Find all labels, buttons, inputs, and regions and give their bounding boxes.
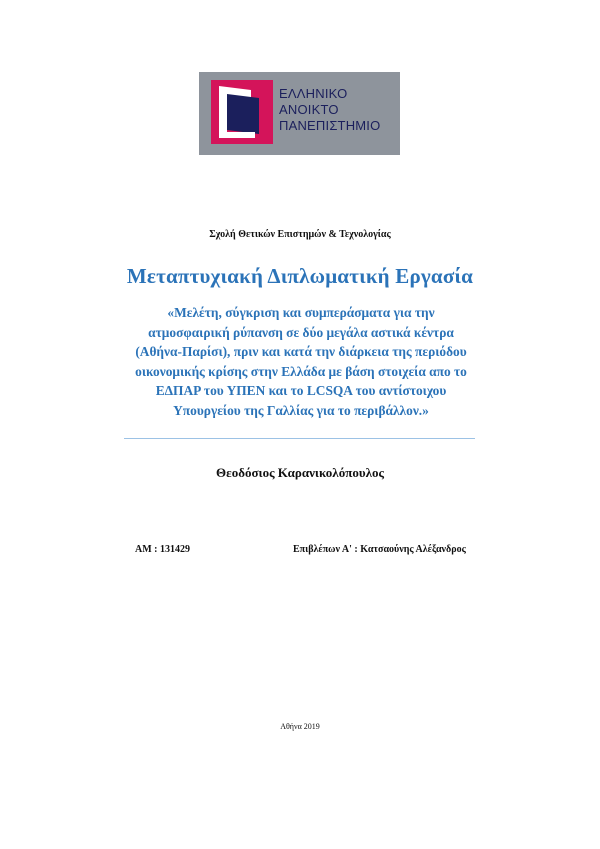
thesis-title-line: Υπουργείου της Γαλλίας για το περιβάλλον.» <box>173 402 429 418</box>
thesis-title-line: ΕΔΠΑΡ του ΥΠΕΝ και το LCSQA του αντίστοιχου <box>155 383 447 398</box>
logo-line: ΑΝΟΙΚΤΟ <box>279 102 339 117</box>
thesis-title-line: (Αθήνα-Παρίσι), πριν και κατά την διάρκεια της περιόδου <box>135 344 467 359</box>
logo-line: ΕΛΛΗΝΙΚΟ <box>279 86 348 101</box>
author-name: Θεοδόσιος Καρανικολόπουλος <box>216 465 384 480</box>
thesis-title-line: «Μελέτη, σύγκριση και συμπεράσματα για την <box>167 305 435 320</box>
university-logo <box>199 72 400 155</box>
school-name: Σχολή Θετικών Επιστημών & Τεχνολογίας <box>209 229 391 240</box>
thesis-title-line: οικονομικής κρίσης στην Ελλάδα με βάση στοιχεία απο το <box>135 363 467 379</box>
student-id: ΑΜ : 131429 <box>135 544 190 555</box>
university-logo-text <box>279 86 380 134</box>
university-logo-icon <box>211 80 273 144</box>
place-date: Αθήνα 2019 <box>280 722 320 731</box>
supervisor: Επιβλέπων Α' : Κατσαούνης Αλέξανδρος <box>293 544 466 555</box>
thesis-title-line: ατμοσφαιρική ρύπανση σε δύο μεγάλα αστικά κέντρα <box>148 324 454 340</box>
divider <box>124 438 475 439</box>
thesis-type-heading: Μεταπτυχιακή Διπλωματική Εργασία <box>126 264 474 288</box>
logo-line: ΠΑΝΕΠΙΣΤΗΜΙΟ <box>279 118 381 133</box>
thesis-title <box>120 303 482 420</box>
